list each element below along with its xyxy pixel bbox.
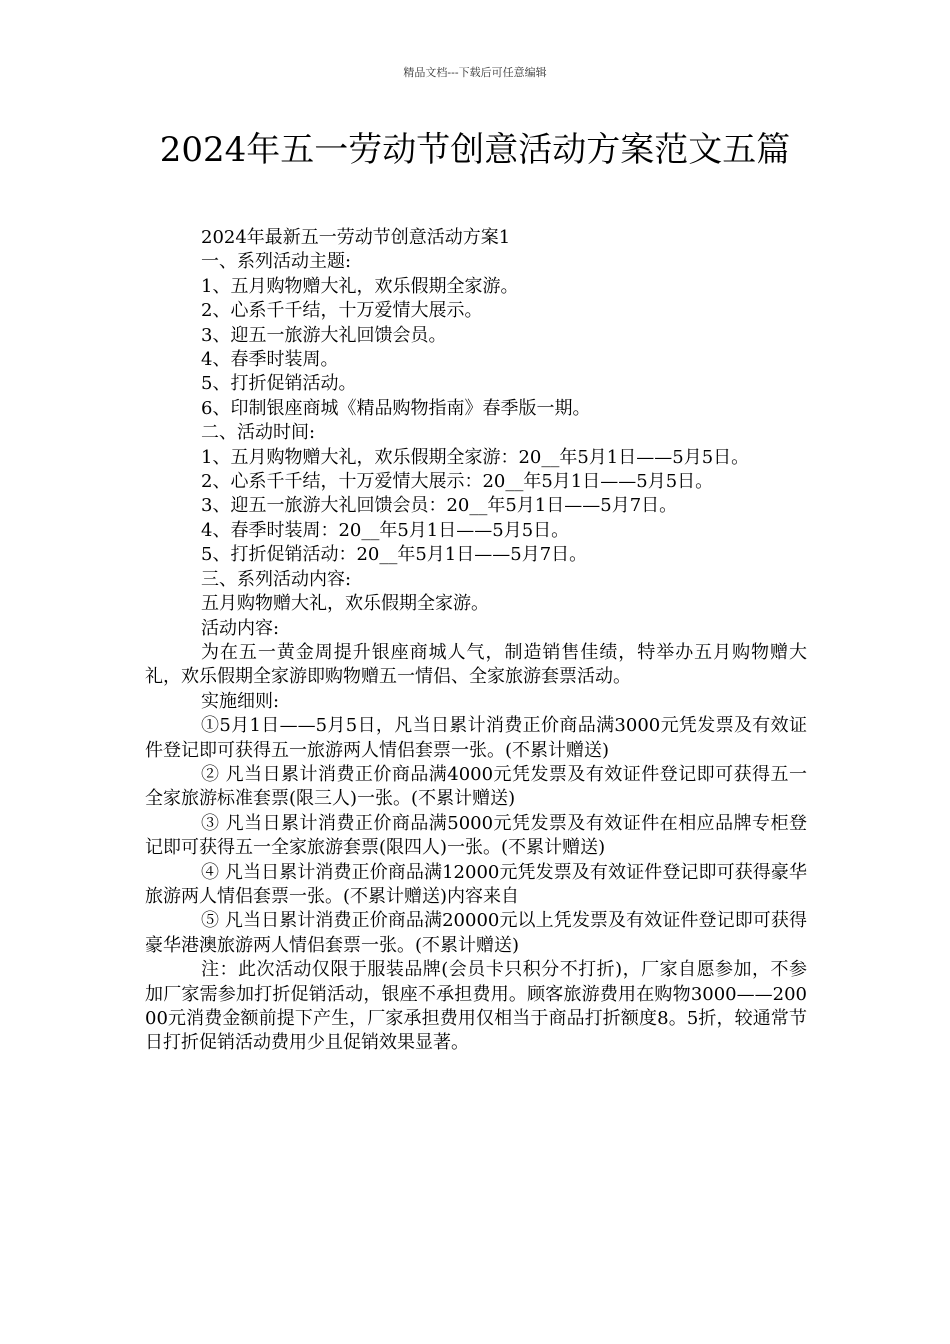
paragraph: 4、春季时装周：20__年5月1日——5月5日。 — [201, 519, 570, 541]
paragraph-note: 注：此次活动仅限于服装品牌(会员卡只积分不打折)，厂家自愿参加，不参加厂家需参加打折促销活动，银座不承担费用。顾客旅游费用在购物3000——20000元消费金额前提下产生，厂家承担费用仅相当于商品打折额度8。5折，较通常节日打折促销活动费用少且促销效果显著。 — [145, 959, 807, 1054]
document-body — [145, 226, 807, 1056]
paragraph: 1、五月购物赠大礼，欢乐假期全家游：20__年5月1日——5月5日。 — [201, 446, 750, 468]
header-note: 精品文档---下载后可任意编辑 — [403, 66, 547, 79]
paragraph: ①5月1日——5月5日，凡当日累计消费正价商品满3000元凭发票及有效证件登记即可获得五一旅游两人情侣套票一张。(不累计赠送) — [145, 715, 807, 761]
paragraph: 5、打折促销活动。 — [201, 373, 357, 395]
document-title: 2024年五一劳动节创意活动方案范文五篇 — [159, 130, 791, 170]
paragraph: 3、迎五一旅游大礼回馈会员。 — [201, 324, 447, 346]
paragraph: 6、印制银座商城《精品购物指南》春季版一期。 — [201, 397, 591, 419]
paragraph: ③ 凡当日累计消费正价商品满5000元凭发票及有效证件在相应品牌专柜登记即可获得五一全家旅游套票(限四人)一张。(不累计赠送) — [145, 812, 807, 859]
section-heading-time: 二、活动时间: — [201, 422, 316, 444]
paragraph: 1、五月购物赠大礼，欢乐假期全家游。 — [201, 275, 519, 297]
paragraph: 4、春季时装周。 — [201, 349, 339, 371]
paragraph: ④ 凡当日累计消费正价商品满12000元凭发票及有效证件登记即可获得豪华旅游两人情侣套票一张。(不累计赠送)内容来自 — [145, 861, 807, 907]
paragraph: 活动内容: — [201, 617, 280, 639]
paragraph-subtitle: 2024年最新五一劳动节创意活动方案1 — [201, 227, 511, 248]
paragraph: 为在五一黄金周提升银座商城人气，制造销售佳绩，特举办五月购物赠大礼，欢乐假期全家游即购物赠五一情侣、全家旅游套票活动。 — [145, 641, 807, 688]
paragraph: 2、心系千千结，十万爱情大展示：20__年5月1日——5月5日。 — [201, 471, 714, 493]
paragraph: 3、迎五一旅游大礼回馈会员：20__年5月1日——5月7日。 — [201, 495, 678, 517]
paragraph: ② 凡当日累计消费正价商品满4000元凭发票及有效证件登记即可获得五一全家旅游标准套票(限三人)一张。(不累计赠送) — [145, 763, 807, 810]
section-heading-content: 三、系列活动内容: — [201, 568, 352, 590]
section-heading-themes: 一、系列活动主题: — [201, 251, 352, 273]
paragraph: 实施细则: — [201, 690, 280, 712]
paragraph: ⑤ 凡当日累计消费正价商品满20000元以上凭发票及有效证件登记即可获得豪华港澳旅游两人情侣套票一张。(不累计赠送) — [145, 910, 807, 956]
paragraph: 5、打折促销活动：20__年5月1日——5月7日。 — [201, 544, 588, 566]
paragraph: 五月购物赠大礼，欢乐假期全家游。 — [201, 593, 489, 615]
paragraph: 2、心系千千结，十万爱情大展示。 — [201, 300, 483, 322]
